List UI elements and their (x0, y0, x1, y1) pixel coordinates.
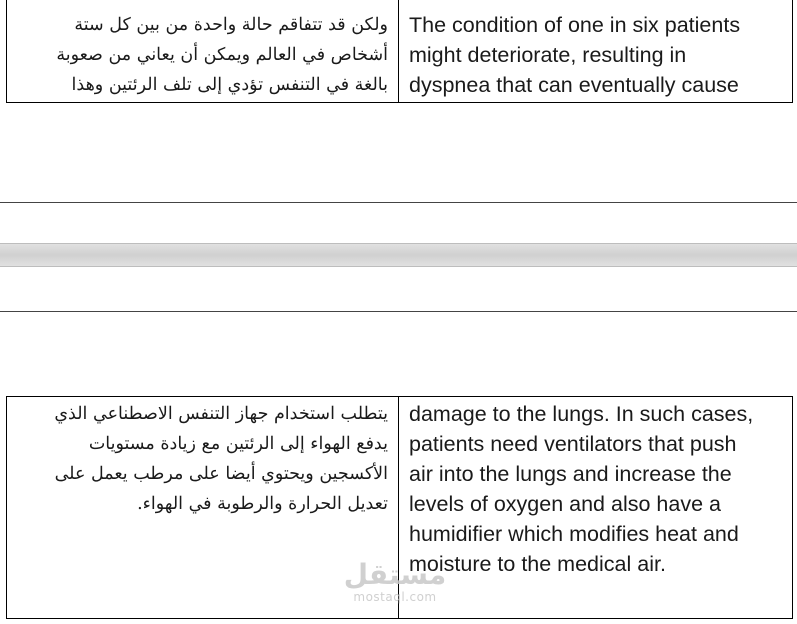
arabic-cell: يتطلب استخدام جهاز التنفس الاصطناعي الذي يدفع الهواء إلى الرئتين مع زيادة مستويات الأكسجين ويحتوي أيضا على مرطب يعمل على تعديل الحرارة والرطوبة في الهواء. (7, 397, 399, 618)
page-bottom-edge (0, 202, 797, 203)
page-top-edge (0, 311, 797, 312)
mostaql-watermark (340, 560, 450, 604)
translation-table-top (6, 0, 793, 103)
watermark-arabic: مستقل (343, 558, 447, 591)
english-cell: The condition of one in six patients might deteriorate, resulting in dyspnea that can eventually cause (409, 13, 741, 97)
page-separator (0, 243, 797, 267)
english-cell: damage to the lungs. In such cases, patients need ventilators that push air into the lungs and increase the levels of oxygen and also have a humidifier which modifies heat and moisture to the medical air. (409, 402, 754, 576)
watermark-latin: mostaql.com (353, 590, 437, 604)
arabic-cell: ولكن قد تتفاقم حالة واحدة من بين كل ستة أشخاص في العالم ويمكن أن يعاني من صعوبة بالغة في التنفس تؤدي إلى تلف الرئتين وهذا (7, 0, 399, 102)
